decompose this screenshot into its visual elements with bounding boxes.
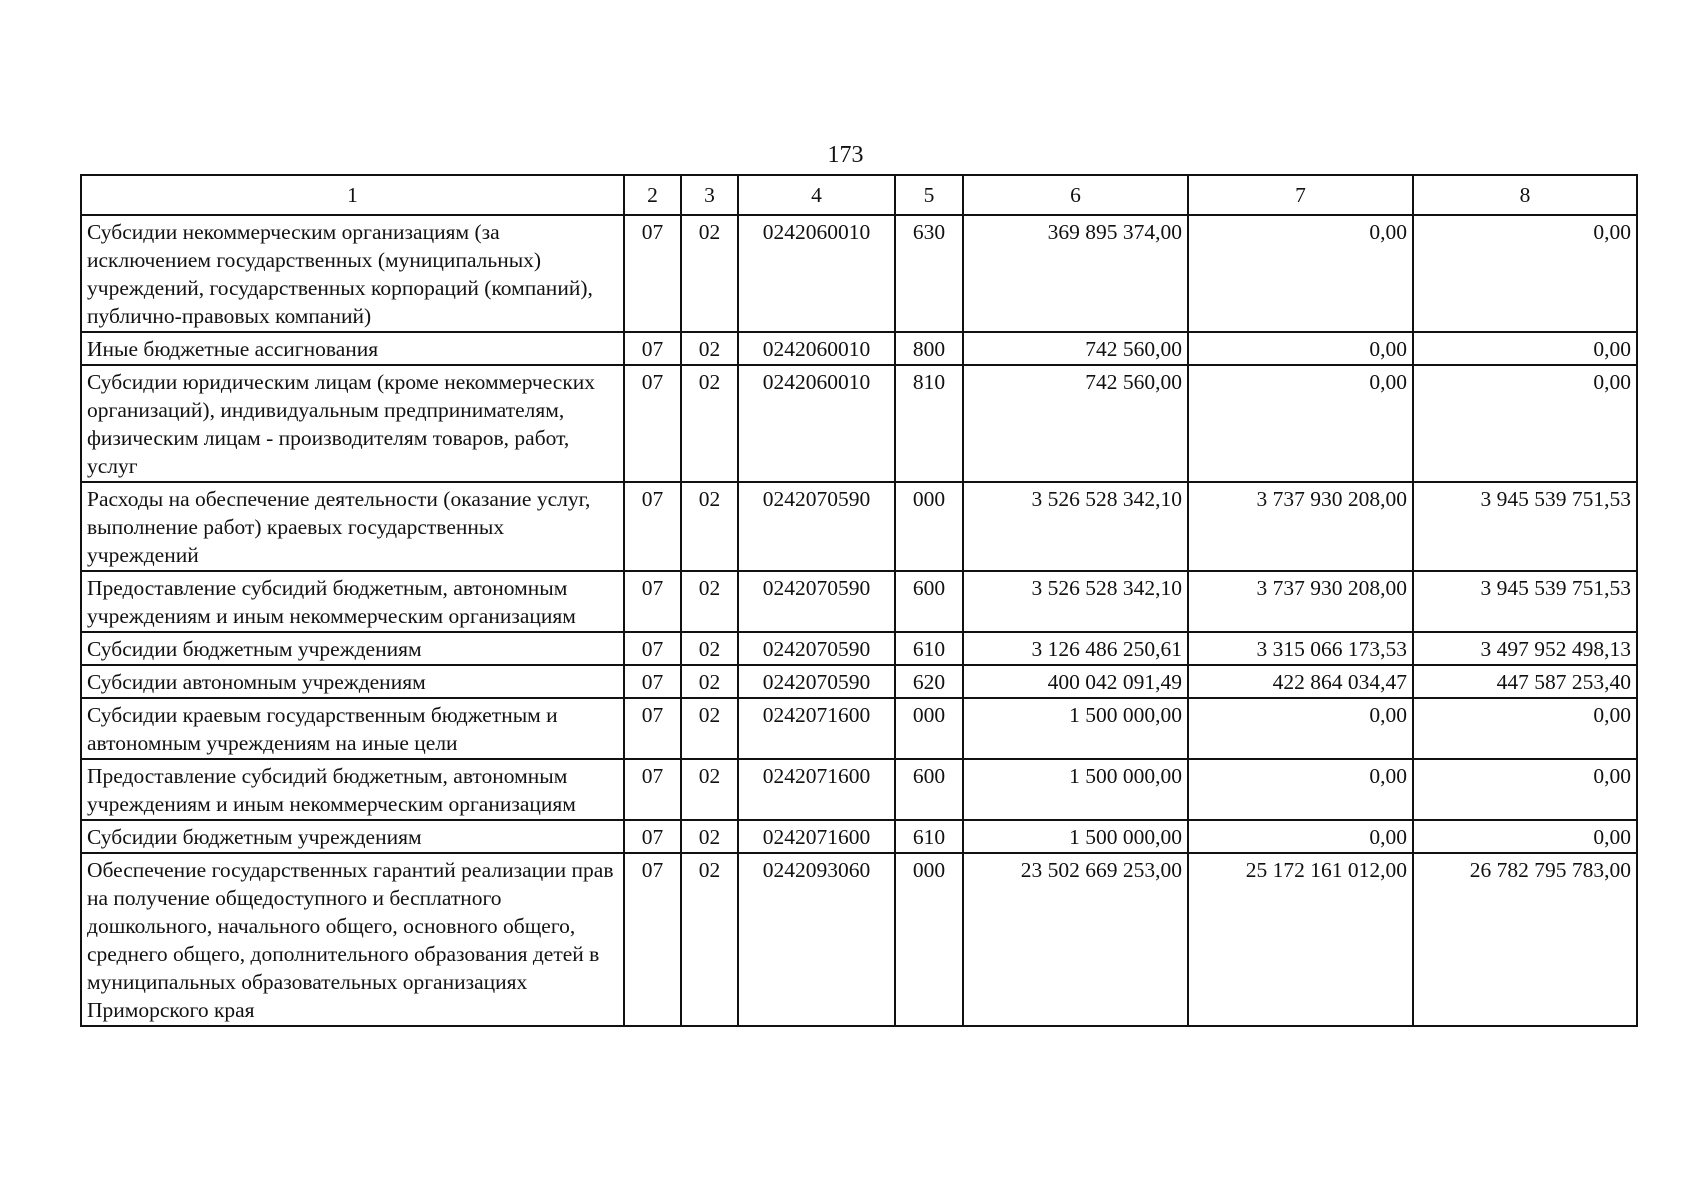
subsection-code: 02 bbox=[681, 665, 738, 698]
amount-col-7: 0,00 bbox=[1188, 759, 1413, 820]
section-code: 07 bbox=[624, 853, 681, 1026]
section-code: 07 bbox=[624, 332, 681, 365]
amount-col-7: 25 172 161 012,00 bbox=[1188, 853, 1413, 1026]
table-row bbox=[81, 482, 1637, 571]
section-code: 07 bbox=[624, 482, 681, 571]
subsection-code: 02 bbox=[681, 365, 738, 482]
amount-col-8: 0,00 bbox=[1413, 365, 1637, 482]
budget-table bbox=[80, 174, 1638, 1027]
amount-col-7: 0,00 bbox=[1188, 820, 1413, 853]
amount-col-6: 3 526 528 342,10 bbox=[963, 482, 1188, 571]
expense-type-code: 600 bbox=[895, 759, 963, 820]
target-article-code: 0242071600 bbox=[738, 759, 895, 820]
amount-col-6: 1 500 000,00 bbox=[963, 698, 1188, 759]
table-row bbox=[81, 215, 1637, 332]
expense-type-code: 630 bbox=[895, 215, 963, 332]
table-row bbox=[81, 759, 1637, 820]
subsection-code: 02 bbox=[681, 632, 738, 665]
amount-col-6: 1 500 000,00 bbox=[963, 759, 1188, 820]
amount-col-7: 0,00 bbox=[1188, 215, 1413, 332]
expense-type-code: 000 bbox=[895, 698, 963, 759]
row-name: Расходы на обеспечение деятельности (оказание услуг, выполнение работ) краевых государственных учреждений bbox=[81, 482, 624, 571]
target-article-code: 0242070590 bbox=[738, 632, 895, 665]
amount-col-8: 447 587 253,40 bbox=[1413, 665, 1637, 698]
expense-type-code: 810 bbox=[895, 365, 963, 482]
amount-col-7: 422 864 034,47 bbox=[1188, 665, 1413, 698]
amount-col-7: 0,00 bbox=[1188, 365, 1413, 482]
header-cell: 4 bbox=[738, 175, 895, 215]
table-row bbox=[81, 853, 1637, 1026]
amount-col-7: 0,00 bbox=[1188, 332, 1413, 365]
amount-col-6: 3 126 486 250,61 bbox=[963, 632, 1188, 665]
amount-col-6: 742 560,00 bbox=[963, 332, 1188, 365]
amount-col-6: 742 560,00 bbox=[963, 365, 1188, 482]
row-name: Обеспечение государственных гарантий реализации прав на получение общедоступного и бесплатного дошкольного, начального общего, основного общего, среднего общего, дополнительного образования детей в муниципальных образовательных организациях Приморского края bbox=[81, 853, 624, 1026]
table-row bbox=[81, 665, 1637, 698]
target-article-code: 0242070590 bbox=[738, 482, 895, 571]
amount-col-8: 3 945 539 751,53 bbox=[1413, 482, 1637, 571]
row-name: Субсидии некоммерческим организациям (за исключением государственных (муниципальных) учреждений, государственных корпораций (компаний), публично-правовых компаний) bbox=[81, 215, 624, 332]
target-article-code: 0242071600 bbox=[738, 820, 895, 853]
subsection-code: 02 bbox=[681, 332, 738, 365]
target-article-code: 0242093060 bbox=[738, 853, 895, 1026]
page-number: 173 bbox=[827, 142, 864, 168]
subsection-code: 02 bbox=[681, 853, 738, 1026]
header-cell: 8 bbox=[1413, 175, 1637, 215]
expense-type-code: 800 bbox=[895, 332, 963, 365]
amount-col-8: 0,00 bbox=[1413, 698, 1637, 759]
amount-col-8: 3 945 539 751,53 bbox=[1413, 571, 1637, 632]
subsection-code: 02 bbox=[681, 759, 738, 820]
header-cell: 7 bbox=[1188, 175, 1413, 215]
header-cell: 3 bbox=[681, 175, 738, 215]
expense-type-code: 610 bbox=[895, 820, 963, 853]
table-row bbox=[81, 632, 1637, 665]
section-code: 07 bbox=[624, 820, 681, 853]
amount-col-6: 400 042 091,49 bbox=[963, 665, 1188, 698]
target-article-code: 0242060010 bbox=[738, 365, 895, 482]
amount-col-7: 3 315 066 173,53 bbox=[1188, 632, 1413, 665]
amount-col-8: 3 497 952 498,13 bbox=[1413, 632, 1637, 665]
expense-type-code: 620 bbox=[895, 665, 963, 698]
section-code: 07 bbox=[624, 665, 681, 698]
header-row bbox=[81, 175, 1637, 215]
expense-type-code: 000 bbox=[895, 853, 963, 1026]
row-name: Субсидии краевым государственным бюджетным и автономным учреждениям на иные цели bbox=[81, 698, 624, 759]
section-code: 07 bbox=[624, 215, 681, 332]
subsection-code: 02 bbox=[681, 215, 738, 332]
table-row bbox=[81, 698, 1637, 759]
amount-col-6: 23 502 669 253,00 bbox=[963, 853, 1188, 1026]
header-cell: 1 bbox=[81, 175, 624, 215]
amount-col-8: 0,00 bbox=[1413, 332, 1637, 365]
target-article-code: 0242070590 bbox=[738, 665, 895, 698]
subsection-code: 02 bbox=[681, 820, 738, 853]
expense-type-code: 600 bbox=[895, 571, 963, 632]
row-name: Субсидии бюджетным учреждениям bbox=[81, 632, 624, 665]
subsection-code: 02 bbox=[681, 698, 738, 759]
amount-col-6: 369 895 374,00 bbox=[963, 215, 1188, 332]
amount-col-6: 3 526 528 342,10 bbox=[963, 571, 1188, 632]
target-article-code: 0242060010 bbox=[738, 215, 895, 332]
row-name: Предоставление субсидий бюджетным, автономным учреждениям и иным некоммерческим организациям bbox=[81, 571, 624, 632]
row-name: Субсидии автономным учреждениям bbox=[81, 665, 624, 698]
expense-type-code: 610 bbox=[895, 632, 963, 665]
table-row bbox=[81, 365, 1637, 482]
section-code: 07 bbox=[624, 698, 681, 759]
amount-col-8: 26 782 795 783,00 bbox=[1413, 853, 1637, 1026]
amount-col-7: 3 737 930 208,00 bbox=[1188, 482, 1413, 571]
section-code: 07 bbox=[624, 571, 681, 632]
table-row bbox=[81, 820, 1637, 853]
target-article-code: 0242070590 bbox=[738, 571, 895, 632]
row-name: Предоставление субсидий бюджетным, автономным учреждениям и иным некоммерческим организациям bbox=[81, 759, 624, 820]
amount-col-7: 0,00 bbox=[1188, 698, 1413, 759]
section-code: 07 bbox=[624, 759, 681, 820]
header-cell: 2 bbox=[624, 175, 681, 215]
row-name: Иные бюджетные ассигнования bbox=[81, 332, 624, 365]
row-name: Субсидии бюджетным учреждениям bbox=[81, 820, 624, 853]
target-article-code: 0242071600 bbox=[738, 698, 895, 759]
subsection-code: 02 bbox=[681, 482, 738, 571]
amount-col-6: 1 500 000,00 bbox=[963, 820, 1188, 853]
header-cell: 6 bbox=[963, 175, 1188, 215]
expense-type-code: 000 bbox=[895, 482, 963, 571]
table-row bbox=[81, 332, 1637, 365]
target-article-code: 0242060010 bbox=[738, 332, 895, 365]
amount-col-8: 0,00 bbox=[1413, 759, 1637, 820]
table-row bbox=[81, 571, 1637, 632]
header-cell: 5 bbox=[895, 175, 963, 215]
amount-col-8: 0,00 bbox=[1413, 215, 1637, 332]
row-name: Субсидии юридическим лицам (кроме некоммерческих организаций), индивидуальным предпринимателям, физическим лицам - производителям товаров, работ, услуг bbox=[81, 365, 624, 482]
amount-col-7: 3 737 930 208,00 bbox=[1188, 571, 1413, 632]
section-code: 07 bbox=[624, 365, 681, 482]
amount-col-8: 0,00 bbox=[1413, 820, 1637, 853]
subsection-code: 02 bbox=[681, 571, 738, 632]
section-code: 07 bbox=[624, 632, 681, 665]
